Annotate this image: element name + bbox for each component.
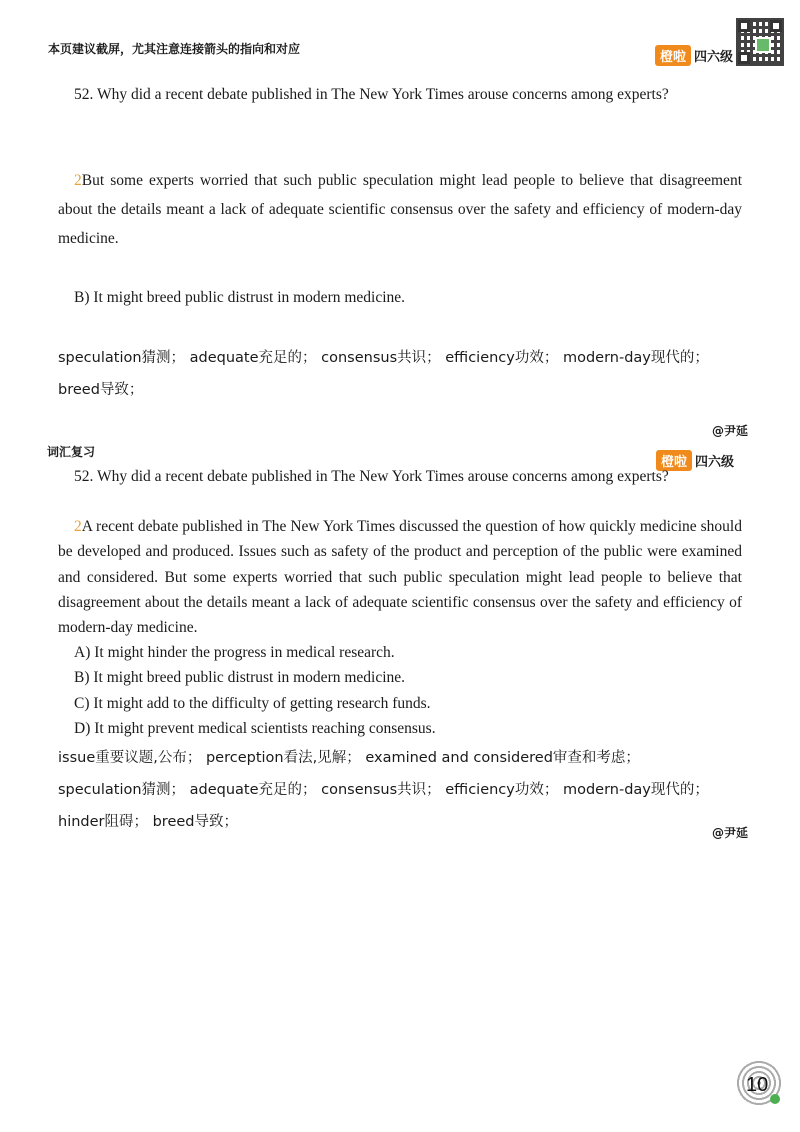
- brand-logo: 橙啦: [656, 450, 692, 471]
- vocab-list: [58, 742, 748, 838]
- page-number-badge: [736, 1060, 782, 1106]
- brand-level: 四六级: [695, 455, 735, 470]
- vocab-line: breed导致；: [58, 382, 144, 398]
- option-c: C) It might add to the difficulty of getting research funds.: [74, 694, 431, 712]
- vocab-line: hinder阻碍； breed导致；: [58, 814, 238, 830]
- vocab-line: speculation猜测； adequate充足的； consensus共识； efficiency功效； modern-day现代的；: [58, 782, 709, 798]
- section-label: 词汇复习: [47, 445, 96, 459]
- answer-option: B) It might breed public distrust in modern medicine.: [74, 289, 406, 306]
- brand-logo: 橙啦: [655, 45, 691, 66]
- question-text: 52. Why did a recent debate published in The New York Times arouse concerns among experts?: [74, 468, 669, 485]
- badge-dot-icon: [770, 1094, 780, 1104]
- vocab-line: issue重要议题,公布； perception看法,见解； examined and considered审查和考虑；: [58, 750, 640, 766]
- option-d: D) It might prevent medical scientists reaching consensus.: [74, 719, 436, 737]
- author-signature: @尹延: [712, 424, 749, 438]
- answer-options: [58, 640, 742, 741]
- page-number: 10: [746, 1074, 769, 1096]
- vocab-list: [58, 342, 748, 406]
- brand-header: [655, 45, 733, 66]
- reading-passage: 2A recent debate published in The New York Times discussed the question of how quickly medicine should be developed and produced. Issues such as safety of the product and perception of the public were examined and considered. But some experts worried that such public speculation might lead people to believe that disagreement about the details meant a lack of adequate scientific consensus over the safety and efficiency of modern-day medicine.: [58, 518, 742, 637]
- author-signature: @尹延: [712, 826, 749, 840]
- vocab-line: speculation猜测； adequate充足的； consensus共识； efficiency功效； modern-day现代的；: [58, 350, 709, 366]
- header-note: 本页建议截屏，尤其注意连接箭头的指向和对应: [48, 42, 301, 56]
- brand-level: 四六级: [694, 50, 734, 65]
- option-b: B) It might breed public distrust in modern medicine.: [74, 669, 406, 687]
- evidence-marker: 2: [74, 172, 82, 189]
- passage-marker: 2: [74, 518, 82, 535]
- evidence-sentence: 2But some experts worried that such public speculation might lead people to believe that disagreement about the details meant a lack of adequate scientific consensus over the safety and efficiency of modern-day medicine.: [58, 172, 742, 247]
- option-a: A) It might hinder the progress in medical research.: [74, 644, 395, 661]
- qr-code-icon: [736, 18, 784, 66]
- question-text: 52. Why did a recent debate published in The New York Times arouse concerns among experts?: [74, 86, 669, 103]
